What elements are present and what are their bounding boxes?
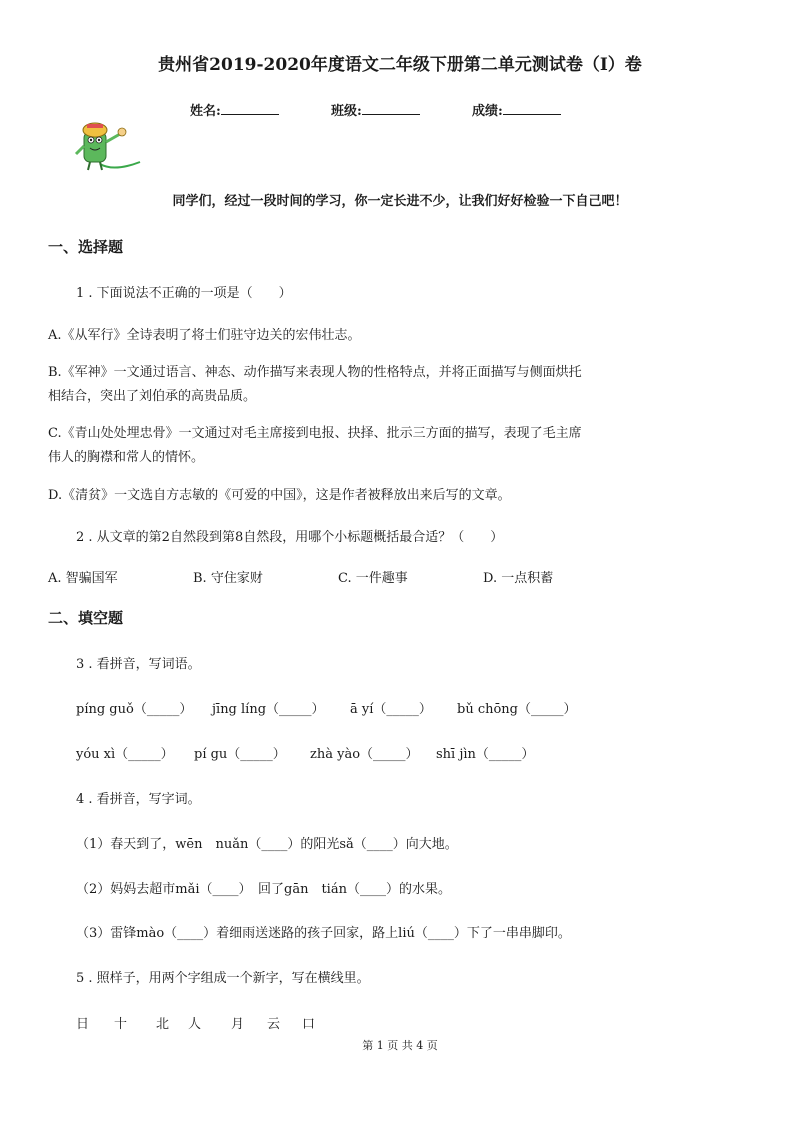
q1-stem: 1 . 下面说法不正确的一项是（ ）	[76, 286, 292, 301]
section-heading-choice: 一、选择题	[48, 238, 124, 256]
q3-stem: 3 . 看拼音，写词语。	[76, 657, 201, 672]
score-blank	[503, 101, 561, 115]
q3-item: shī jìn（_____）	[436, 747, 535, 762]
q2-option-d: D. 一点积蓄	[483, 571, 554, 586]
q3-item: píng guǒ（_____）	[76, 702, 193, 717]
q2-stem: 2 . 从文章的第2自然段到第8自然段，用哪个小标题概括最合适？（ ）	[76, 530, 504, 545]
q3-item: yóu xì（_____）	[76, 747, 174, 762]
q1-option-b-line2: 相结合，突出了刘伯承的高贵品质。	[48, 389, 257, 404]
q5-char: 口	[302, 1017, 316, 1032]
class-blank	[362, 101, 420, 115]
score-label: 成绩:	[472, 104, 503, 119]
q5-char: 云	[267, 1017, 281, 1032]
q3-item: zhà yào（_____）	[310, 747, 419, 762]
q2-option-c: C. 一件趣事	[338, 571, 408, 586]
q5-char: 日	[76, 1017, 90, 1032]
q1-option-c-line1: C.《青山处处埋忠骨》一文通过对毛主席接到电报、抉择、批示三方面的描写，表现了毛主席	[48, 426, 582, 441]
name-blank	[221, 101, 279, 115]
q4-line-1: （1）春天到了，wēn nuǎn（____）的阳光sǎ（____）向大地。	[76, 837, 458, 852]
section-heading-fill: 二、填空题	[48, 609, 124, 627]
q4-line-3: （3）雷锋mào（____）着细雨送迷路的孩子回家，路上liú（____）下了一串串脚印。	[76, 926, 571, 941]
q5-char: 十	[114, 1017, 128, 1032]
q3-item: bǔ chōng（_____）	[457, 702, 577, 717]
greeting-text: 同学们，经过一段时间的学习，你一定长进不少，让我们好好检验一下自己吧！	[172, 194, 628, 209]
q2-option-a: A. 智骗国军	[48, 571, 118, 586]
q1-option-d: D.《清贫》一文选自方志敏的《可爱的中国》，这是作者被释放出来后写的文章。	[48, 488, 511, 503]
q1-option-a: A.《从军行》全诗表明了将士们驻守边关的宏伟壮志。	[48, 328, 361, 343]
q2-option-b: B. 守住家财	[193, 571, 263, 586]
pencil-mascot-icon	[74, 120, 146, 180]
q3-item: jīng líng（_____）	[212, 702, 325, 717]
page-title: 贵州省2019-2020年度语文二年级下册第二单元测试卷（I）卷	[158, 55, 642, 75]
q1-option-b-line1: B.《军神》一文通过语言、神态、动作描写来表现人物的性格特点，并将正面描写与侧面烘托	[48, 365, 582, 380]
q5-stem: 5 . 照样子，用两个字组成一个新字，写在横线里。	[76, 971, 370, 986]
q3-item: pí gu（_____）	[194, 747, 286, 762]
class-label: 班级:	[331, 104, 362, 119]
class-field	[331, 100, 420, 119]
score-field	[472, 100, 561, 119]
q1-option-c-line2: 伟人的胸襟和常人的情怀。	[48, 450, 205, 465]
q5-char: 人	[188, 1017, 202, 1032]
q4-stem: 4 . 看拼音，写字词。	[76, 792, 201, 807]
q4-line-2: （2）妈妈去超市mǎi（____） 回了gān tián（____）的水果。	[76, 882, 451, 897]
page-footer: 第 1 页 共 4 页	[362, 1039, 438, 1052]
name-label: 姓名:	[190, 104, 221, 119]
name-field	[190, 100, 279, 119]
q5-char: 北	[156, 1017, 170, 1032]
q5-char: 月	[231, 1017, 245, 1032]
q3-item: ā yí（_____）	[350, 702, 432, 717]
